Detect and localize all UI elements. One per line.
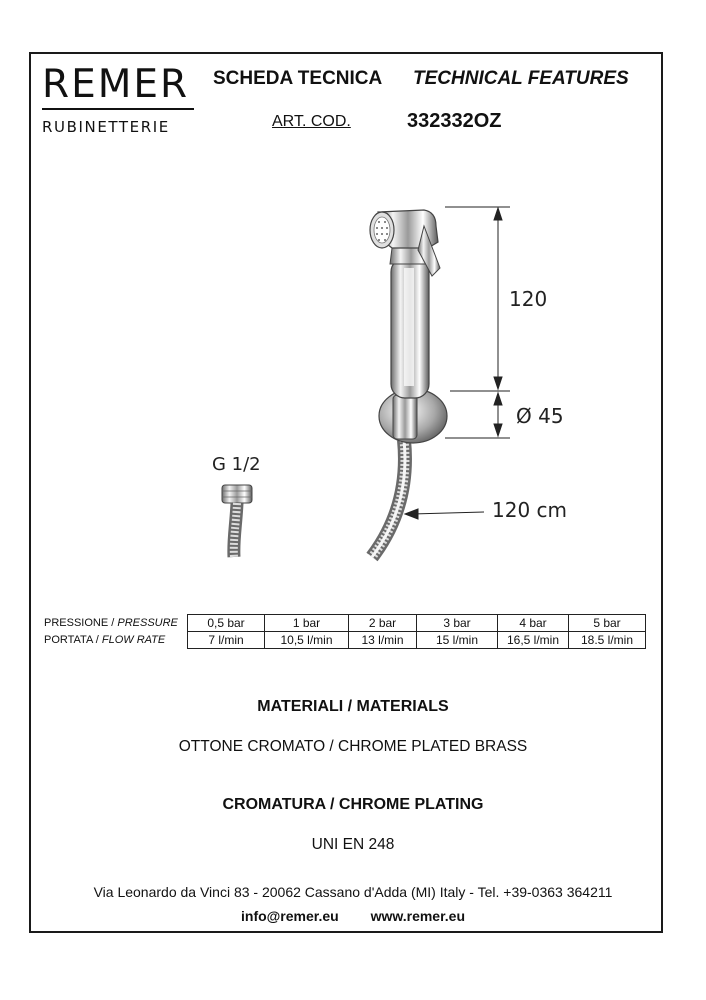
flow-rate-cell: 13 l/min xyxy=(349,632,417,649)
flow-rate-cell: 18.5 l/min xyxy=(569,632,646,649)
flow-rate-cell: 15 l/min xyxy=(417,632,498,649)
hose-connector xyxy=(222,485,252,557)
article-code-label: ART. COD. xyxy=(272,113,351,130)
flow-rate-row-header: PORTATA / FLOW RATE xyxy=(44,634,166,646)
brand-subtitle: RUBINETTERIE xyxy=(42,118,170,136)
pressure-cell: 5 bar xyxy=(569,615,646,632)
pressure-cell: 1 bar xyxy=(265,615,349,632)
height-dimension: 120 xyxy=(509,287,548,311)
sheet-title-en: TECHNICAL FEATURES xyxy=(413,68,629,89)
footer-address: Via Leonardo da Vinci 83 - 20062 Cassano d'Adda (MI) Italy - Tel. +39-0363 364211 xyxy=(93,884,613,900)
materials-value: OTTONE CROMATO / CHROME PLATED BRASS xyxy=(178,738,528,755)
article-code: 332332OZ xyxy=(407,110,502,132)
pressure-row-header: PRESSIONE / PRESSURE xyxy=(44,617,178,629)
flow-rate-row xyxy=(40,632,646,649)
materials-title: MATERIALI / MATERIALS xyxy=(257,698,449,715)
footer-website[interactable]: www.remer.eu xyxy=(370,908,465,924)
pressure-cell: 4 bar xyxy=(498,615,569,632)
pressure-flow-table xyxy=(40,614,646,649)
plating-value: UNI EN 248 xyxy=(311,836,395,853)
hose xyxy=(372,440,405,557)
sheet-title-it: SCHEDA TECNICA xyxy=(213,68,383,89)
pressure-row xyxy=(40,615,646,632)
brand-name: REMER xyxy=(42,62,190,107)
pressure-cell: 2 bar xyxy=(349,615,417,632)
flow-rate-cell: 10,5 l/min xyxy=(265,632,349,649)
pressure-cell: 3 bar xyxy=(417,615,498,632)
footer-email[interactable]: info@remer.eu xyxy=(241,908,339,924)
plating-title: CROMATURA / CHROME PLATING xyxy=(222,796,484,813)
flow-rate-cell: 7 l/min xyxy=(188,632,265,649)
footer-contacts xyxy=(0,908,706,924)
diameter-dimension: Ø 45 xyxy=(516,404,564,428)
flow-rate-cell: 16,5 l/min xyxy=(498,632,569,649)
handset xyxy=(370,210,440,398)
pressure-cell: 0,5 bar xyxy=(188,615,265,632)
hose-length-dimension: 120 cm xyxy=(492,498,568,522)
thread-label: G 1/2 xyxy=(212,454,261,475)
